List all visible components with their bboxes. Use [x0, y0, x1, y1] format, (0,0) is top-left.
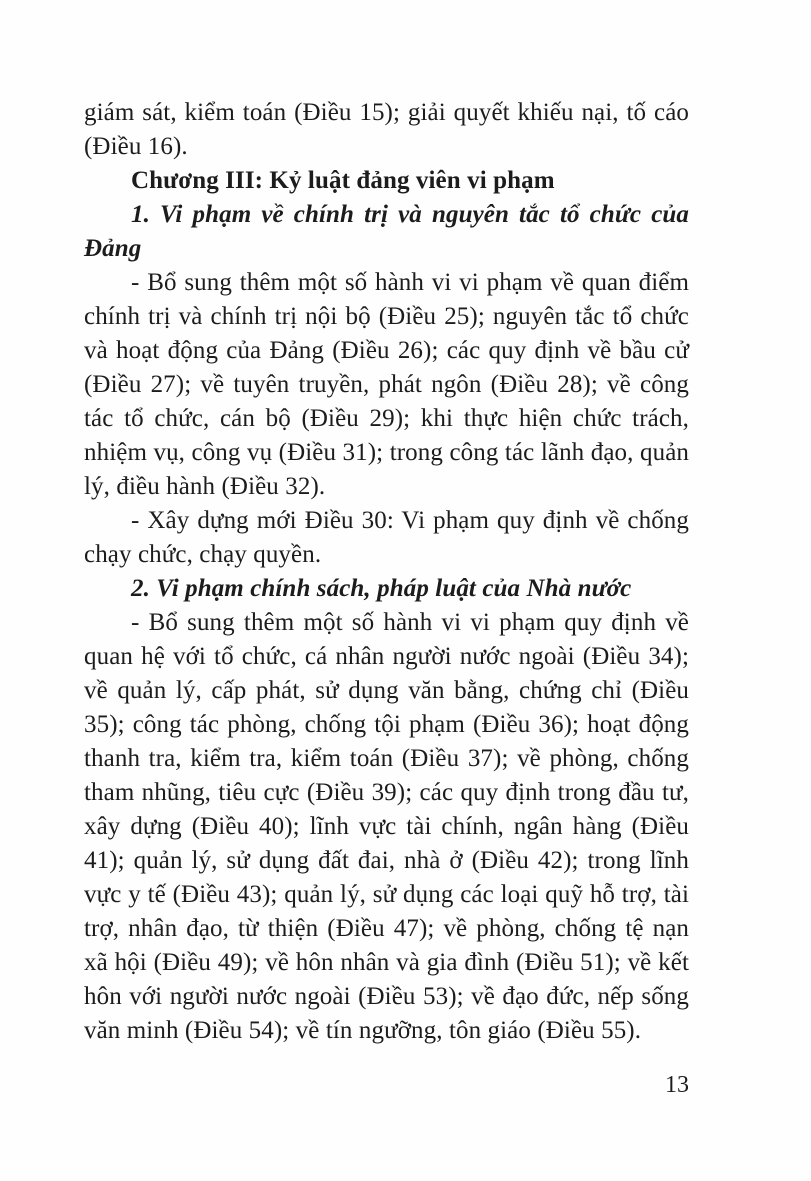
paragraph-section-1-additions: - Bổ sung thêm một số hành vi vi phạm về quan điểm chính trị và chính trị nội bộ (Điều 25); nguyên tắc tổ chức và hoạt động của Đảng (Điều 26); các quy định về bầu cử (Điều 27); về tuyên truyền, phát ngôn (Điều 28); về công tác tổ chức, cán bộ (Điều 29); khi thực hiện chức trách, nhiệm vụ, công vụ (Điều 31); trong công tác lãnh đạo, quản lý, điều hành (Điều 32). [84, 269, 689, 500]
paragraph-section-1-new-article: - Xây dựng mới Điều 30: Vi phạm quy định về chống chạy chức, chạy quyền. [84, 507, 689, 568]
chapter-heading: Chương III: Kỷ luật đảng viên vi phạm [131, 167, 555, 194]
page-number: 13 [665, 1072, 689, 1098]
section-heading-1: 1. Vi phạm về chính trị và nguyên tắc tổ chức của Đảng [84, 201, 689, 262]
section-heading-2: 2. Vi phạm chính sách, pháp luật của Nhà nước [131, 575, 632, 602]
paragraph-continuation: giám sát, kiểm toán (Điều 15); giải quyết khiếu nại, tố cáo (Điều 16). [84, 99, 689, 160]
paragraph-section-2-additions: - Bổ sung thêm một số hành vi vi phạm quy định về quan hệ với tổ chức, cá nhân người nước ngoài (Điều 34); về quản lý, cấp phát, sử dụng văn bằng, chứng chỉ (Điều 35); công tác phòng, chống tội phạm (Điều 36); hoạt động thanh tra, kiểm tra, kiểm toán (Điều 37); về phòng, chống tham nhũng, tiêu cực (Điều 39); các quy định trong đầu tư, xây dựng (Điều 40); lĩnh vực tài chính, ngân hàng (Điều 41); quản lý, sử dụng đất đai, nhà ở (Điều 42); trong lĩnh vực y tế (Điều 43); quản lý, sử dụng các loại quỹ hỗ trợ, tài trợ, nhân đạo, từ thiện (Điều 47); về phòng, chống tệ nạn xã hội (Điều 49); về hôn nhân và gia đình (Điều 51); về kết hôn với người nước ngoài (Điều 53); về đạo đức, nếp sống văn minh (Điều 54); về tín ngưỡng, tôn giáo (Điều 55). [84, 609, 689, 1044]
